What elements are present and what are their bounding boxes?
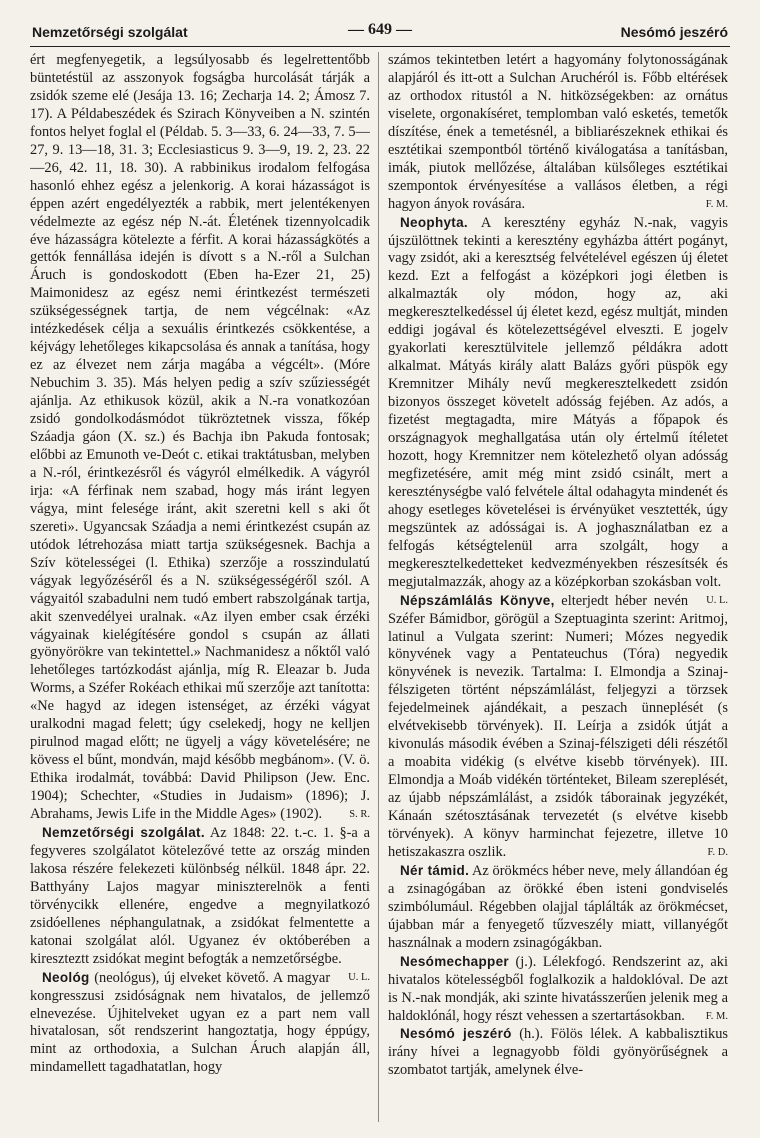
paragraph-text: (h.). Fölös lélek. A kabbalisztikus irány hívei a legnagyobb földi gyönyörűségnek a szombatot tartják, amelynek élve-	[388, 1026, 728, 1079]
page-number: — 649 —	[348, 21, 412, 38]
author-signature: S. R.	[349, 809, 370, 821]
page-header	[30, 20, 730, 47]
paragraph-text: ért megfenyegetik, a legsúlyosabb és legelrettentőbb büntetéstül az asszonyok fogságba hurcolását tárják a zsidók szeme elé (Jesája 13. 16; Zecharja 14. 2; Ámosz 7. 17). A Példabeszédek és Szirach Könyveiben a N. szintén fontos helyet foglal el (Példab. 5. 3—33, 6. 24—33, 7. 5—27, 9. 13—18, 31. 3; Ecclesiasticus 9. 3—9, 19. 2, 23. 22—26, 42. 11, 18. 30). A rabbinikus irodalom felfogása hasonló ehhez egész a jelenkorig. A korai házasságot is éppen azért engedélyezték a rabbik, mert jelentékenyen védelmezte az egész nép N.-át. Életének tizennyolcadik éve házasságra kötelezte a férfit. A korai házasságkötés a gettók fennállása idején is dívott s a N.-ről a Sulchan Áruch is gondoskodott (Eben ha-Ezer 21, 25) Maimonidesz az egész nemi érintkezést természeti szükségességnek tartja, de nem végcélnak: «Az intézkedések célja a sexuális érintkezés csökkentése, a kéjvágy lehetőleges kikapcsolása és annak a tanítása, hogy ez az élvezet nem zárja magába a végcélt». (Móre Nebuchim 3. 35). Más helyen pedig a szív szűziességét ajánlja. Az ethikusok közül, akik a N.-ra vonatkozóan zsidó gondolkodásmódot tükröztetnek vissza, főkép Száadja gáon (X. sz.) és Bachja ibn Pakuda fontosak; előbbi az Emunoth ve-Deót c. etikai traktátusban, melyben a N.-ról, érintkezésről és vágyról elmélkedik. A vágyról irja: «A férfinak nem szabad, hogy más iránt legyen vágya, mint felesége iránt, akit szeretni kell s aki őt szereti». Ugyancsak Száadja a nemi érintkezést csupán az utódok létrehozása miatt tartja szükségesnek. Bachja a Szív kötelességei (l. Ethika) szerzője a rosszindulatú vágyak legyőzéséről és a N. szükségességéről szól. A vágyaitól szabadulni nem tudó embert rabszolgának tartja, akit szenvedélyei uralnak. «Az ilyen ember csak érzéki vágyainak kielégítésére gondol s csupán az állati gyönyörökre van tekintettel.» Nachmanidesz a nőktől való lehetőleges tartózkodást ajánlja, míg R. Eleazar b. Juda Worms, a Széfer Rokéach ethikai mű szerzője azt tanította: «Ne hagyd az idegen istenséget, az érzéki vágyat uralkodni magad felett; úgy cselekedj, hogy ne kelljen pirulnod magad előtt; ne ügyelj a vágy követelésére; ne kövess el bűnt, mondván, majd később megbánom». (V. ö. Ethika irodalmát, továbbá: David Philipson (Jew. Enc. 1904); Schechter, «Studies in Judaism» (1896); J. Abrahams, Jewis Life in the Middle Ages» (1902).	[30, 52, 370, 823]
entry-term: Nér támid.	[400, 862, 470, 878]
paragraph-text: számos tekintetben letért a hagyomány folytonosságának alapjáról és itt-ott a Sulchan Aruchéról is. Főbb eltérések az orthodox ritustól a N. hitközségekben: az ornátus viselete, orgonakíséret, templomban való esketés, temetők díszítése, ének a temetésnél, a bibliarészeknek ethikai és esztétikai szempontból történő kiválogatása a tanításban, imák, piutok mellőzése, általában külsőleges esztétikai szempontok érvényesítése a vallásos életben, a régi hagyon ányok rovására.	[388, 52, 728, 212]
entry-term: Népszámlálás Könyve,	[400, 592, 555, 608]
article-nemi-erkolcs-continuation	[30, 52, 370, 824]
paragraph-text: A keresztény egyház N.-nak, vagyis újszülöttnek tekinti a keresztény egyházba áttért pogányt, vagy zsidót, aki a keresztség felvételével egészen új életet kezd. Ezt a felfogást a középkori jogi életben is alkalmazták oly módon, hogy az, aki megkeresztelkedéssel új életet kezd, egész multját, minden eddigi jogával és kötelezettségével elveszti. E jogelv gyakorlati keresztülvitele jellemző példákra adott alkalmat. Mátyás király alatt Balázs győri püspök egy Kremnitzer Mihály nevű megkeresztelkedett zsidón bizonyos összeget követelt adósság fejében. Az adós, a fizetést megtagadta, mire Mátyás a főpapok és országnagyok meghallgatása után oly értelmű ítéletet hozott, hogy Kremnitzer nem kötelezhető olyan adósság megfizetésére, amit még mint zsidó csinált, mert a kereszténységbe való felvétele által odahagyta mindenét és ahogy esetleges követelései is érvényüket vesztették, úgy megszüntek az adósságai is. A joghasználatban ez a felfogás kétségtelenül arra szolgált, hogy a megkeresztelkedetteket kedvezményekben részesítsék és megjutalmazzák, ahogy az a középkorban szokásban volt.	[388, 214, 728, 590]
left-column	[30, 52, 370, 1132]
entry-term: Nesómó jeszéró	[400, 1026, 512, 1042]
paragraph-text: Az 1848: 22. t.-c. 1. §-a a fegyveres szolgálatot kötelezővé tette az ország minden lakosa részére felekezeti különbség nélkül. 1848 ápr. 22. Batthyány Lajos magyar miniszterelnök a fenti törvénycikk ellenére, engedve a megnyilatkozó zsidóellenes néphangulatnak, a zsidókat felmentette a katonai szolgálat alól. Ugyanez év októberében a kireszteztt zsidókat megint befogták a nemzetőrségbe.	[30, 824, 370, 967]
article-neolog	[30, 969, 370, 1078]
author-signature: U. L.	[348, 971, 370, 983]
author-signature: F. D.	[707, 846, 728, 858]
author-signature: F. M.	[705, 1010, 728, 1022]
entry-term: Nesómechapper	[400, 953, 509, 969]
column-divider	[378, 52, 379, 1122]
entry-term: Nemzetőrségi szolgálat.	[42, 824, 205, 840]
article-nesomo-jeszero	[388, 1025, 728, 1080]
paragraph-text: (neológus), új elveket követő. A magyar kongresszusi zsidóságnak nem hivatalos, de jellemző elnevezése. Újhitelveket ugyan ez a part nem vall hivatalosan, sőt rendszerint hangoztatja, hogy éppúgy, mint az orthodoxia, a Sulchan Áruch alapján áll, mindamellett tagadhatatlan, hogy	[30, 969, 370, 1076]
right-column	[388, 52, 728, 1132]
paragraph-text: elterjedt héber nevén Széfer Bámidbor, görögül a Szeptuaginta szerint: Aritmoj, latinul a Vulgata szerint: Numeri; Mózes negyedik könyvének vagy a Pentateuchus (Tóra) negyedik könyvének is nevezik. Tartalma: I. Elmondja a Szinaj-félszigeten történt népszámlálást, feljegyzi a törzsek fejedelmeinek ajándékait, a peszach ünneplését (s elvétvekisebb törvények). II. Leírja a zsidók útját a kivonulás második évében a Szinaj-félszigeti déli részétől a moabita vidékig (s elvétve kisebb törvények). III. Elmondja a Moáb vidékén történteket, Bileam szereplését, az újabb népszámlálást, a zsidók táborainak jegyzékét, Kánaán szétosztásának tervezetét (s elvétve kisebb törvények). A könyv harminchat fejezetre, illetve 10 hetiszakaszra oszlik.	[388, 592, 728, 860]
paragraph-text: Az örökmécs héber neve, mely állandóan ég a zsinagógában az örökké ében isteni gondviselés szimbólumául. Régebben olajjal táplálták az örökmécset, újabban már a fenyegető tűzveszély miatt, villanyégőt használnak a modern zsinagógákban.	[388, 862, 728, 951]
author-signature: F. M.	[705, 198, 728, 210]
article-nesomechapper	[388, 953, 728, 1026]
article-ner-tamid	[388, 862, 728, 953]
article-neolog-continuation	[388, 52, 728, 214]
entry-term: Neológ	[42, 969, 90, 985]
entry-term: Neophyta.	[400, 214, 468, 230]
header-left-title: Nemzetőrségi szolgálat	[32, 24, 188, 40]
header-right-title: Nesómó jeszéró	[620, 24, 728, 40]
author-signature: U. L.	[706, 594, 728, 606]
article-nepszamlalas-konyve	[388, 592, 728, 862]
paragraph-text: (j.). Lélekfogó. Rendszerint az, aki hivatalos kötelességből foglalkozik a haldoklóval. De azt is N.-nak mondják, aki szinte hivatásszerűen jelenik meg a haldoklónál, hogy részt vehessen a szertartásokban.	[388, 953, 728, 1024]
